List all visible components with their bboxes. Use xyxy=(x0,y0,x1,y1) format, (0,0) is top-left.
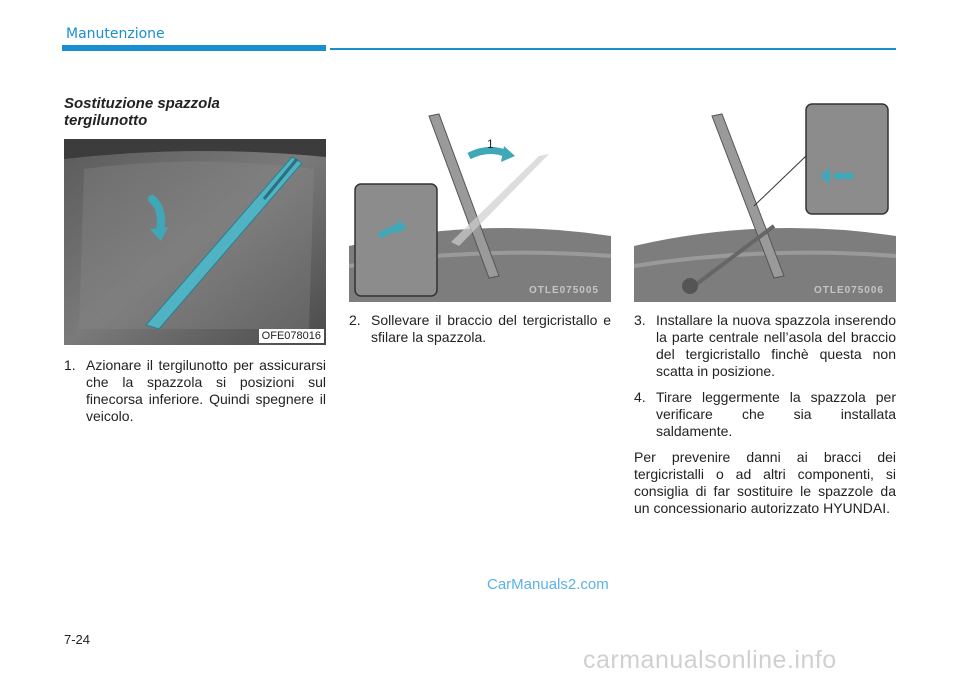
header-rule-thick xyxy=(62,45,326,51)
column-2-text xyxy=(349,312,611,355)
figure-rear-wiper-lowered xyxy=(64,139,326,345)
maintenance-note: Per prevenire danni ai bracci dei tergicristalli o ad altri componenti, si consiglia di far sostituire le spazzole da un concessionario autorizzato HYUNDAI. xyxy=(634,449,896,516)
figure-wiper-blade-install xyxy=(634,96,896,302)
figure-code: OTLE075005 xyxy=(528,285,599,296)
wiper-install-illustration xyxy=(634,96,896,302)
step-item: 3. Installare la nuova spazzola inserendo la parte centrale nell’asola del braccio del tergicristallo finchè questa non scatta in posizione. xyxy=(634,312,896,379)
wiper-arm-illustration xyxy=(349,96,611,302)
column-3-text xyxy=(634,312,896,517)
watermark-link[interactable]: CarManuals2.com xyxy=(487,576,609,593)
figure-wiper-arm-raised xyxy=(349,96,611,302)
step-item: 1. Azionare il tergilunotto per assicurarsi che la spazzola si posizioni sul finecorsa inferiore. Quindi spegnere il veicolo. xyxy=(64,357,326,424)
step-list xyxy=(64,357,326,425)
section-title: Manutenzione xyxy=(66,26,165,42)
callout-number: 1 xyxy=(487,137,494,151)
footer-watermark: carmanualsonline.info xyxy=(583,646,837,674)
subsection-title: Sostituzione spazzola tergilunotto xyxy=(64,95,220,129)
header-rule-thin xyxy=(330,48,896,50)
step-item: 2. Sollevare il braccio del tergicristallo e sfilare la spazzola. xyxy=(349,312,611,345)
step-list xyxy=(349,312,611,346)
figure-code: OTLE075006 xyxy=(813,285,884,296)
figure-code: OFE078016 xyxy=(259,329,324,343)
step-item: 4. Tirare leggermente la spazzola per verificare che sia installata saldamente. xyxy=(634,389,896,439)
rear-window-illustration xyxy=(64,139,326,345)
column-1-text xyxy=(64,357,326,434)
step-list xyxy=(634,312,896,440)
page-number: 7-24 xyxy=(64,632,91,647)
